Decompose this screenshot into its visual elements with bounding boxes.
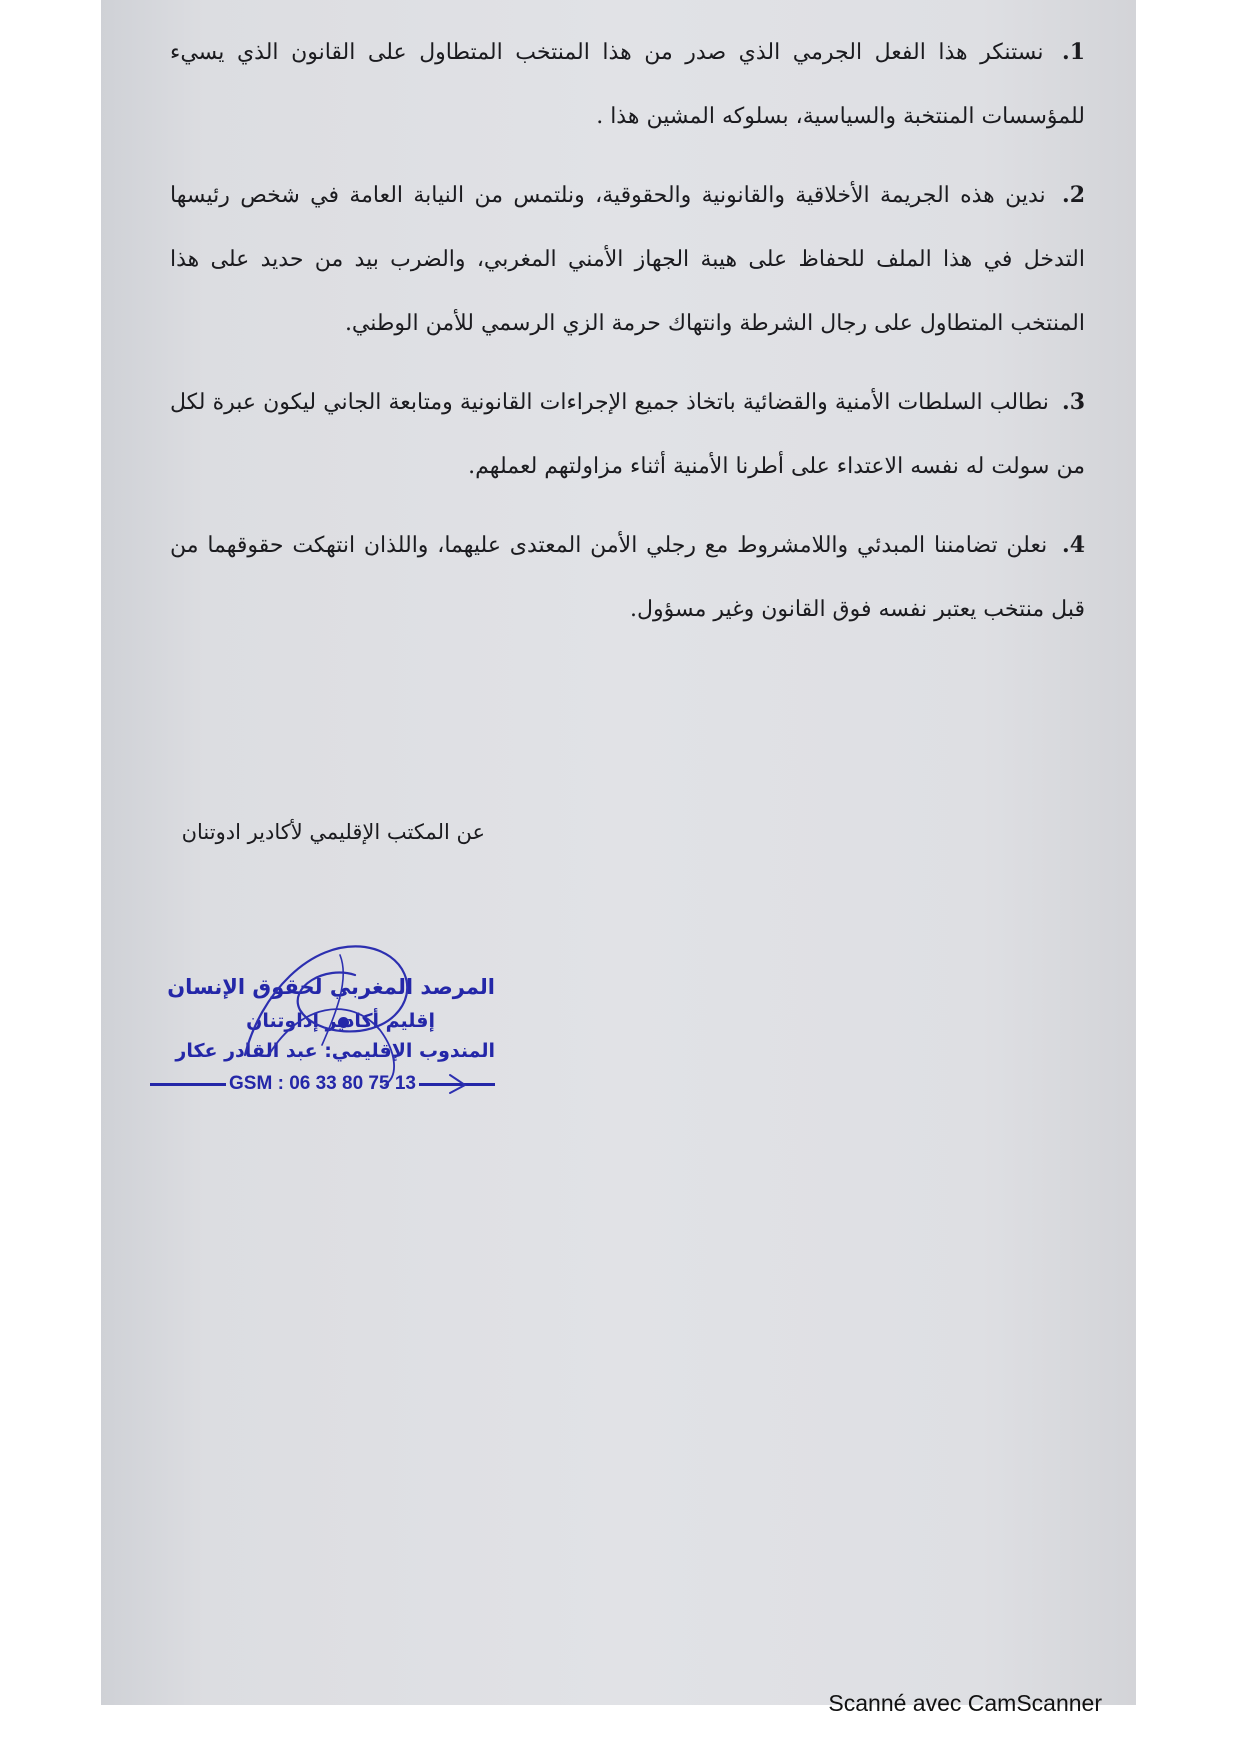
stamp-delegate: المندوب الإقليمي: عبد القادر عكار — [175, 1040, 495, 1062]
statement-body — [170, 20, 1085, 656]
issuing-office: عن المكتب الإقليمي لأكادير ادوتنان — [181, 820, 485, 844]
handwritten-signature — [150, 935, 495, 1100]
scanner-watermark: Scanné avec CamScanner — [828, 1690, 1102, 1716]
official-stamp — [150, 935, 495, 1100]
item-number: 2. — [1062, 182, 1086, 208]
stamp-province: إقليم أكادير إداوتنان — [246, 1010, 435, 1032]
statement-item-4 — [170, 513, 1085, 642]
item-text: نطالب السلطات الأمنية والقضائية باتخاذ جميع الإجراءات القانونية ومتابعة الجاني ليكون عبرة لكل من سولت له نفسه الاعتداء على أطرنا الأمنية أثناء مزاولتهم لعملهم. — [170, 390, 1085, 479]
item-text: نعلن تضامننا المبدئي واللامشروط مع رجلي الأمن المعتدى عليهما، واللذان انتهكت حقوقهما من قبل منتخب يعتبر نفسه فوق القانون وغير مسؤول. — [170, 533, 1085, 622]
item-text: نستنكر هذا الفعل الجرمي الذي صدر من هذا المنتخب المتطاول على القانون الذي يسيء للمؤسسات المنتخبة والسياسية، بسلوكه المشين هذا . — [170, 40, 1085, 129]
statement-item-3 — [170, 370, 1085, 499]
item-number: 1. — [1062, 39, 1085, 65]
statement-item-1 — [170, 20, 1085, 149]
item-text: ندين هذه الجريمة الأخلاقية والقانونية والحقوقية، ونلتمس من النيابة العامة في شخص رئيسها التدخل في هذا الملف للحفاظ على هيبة الجهاز الأمني المغربي، والضرب بيد من حديد على هذا المنتخب المتطاول على رجال الشرطة وانتهاك حرمة الزي الرسمي للأمن الوطني. — [170, 183, 1085, 336]
stamp-organization: المرصد المغربي لحقوق الإنسان — [167, 975, 495, 999]
stamp-phone: GSM : 06 33 80 75 13 — [229, 1073, 416, 1094]
item-number: 3. — [1062, 389, 1085, 415]
item-number: 4. — [1062, 532, 1085, 558]
statement-item-2 — [170, 163, 1085, 356]
